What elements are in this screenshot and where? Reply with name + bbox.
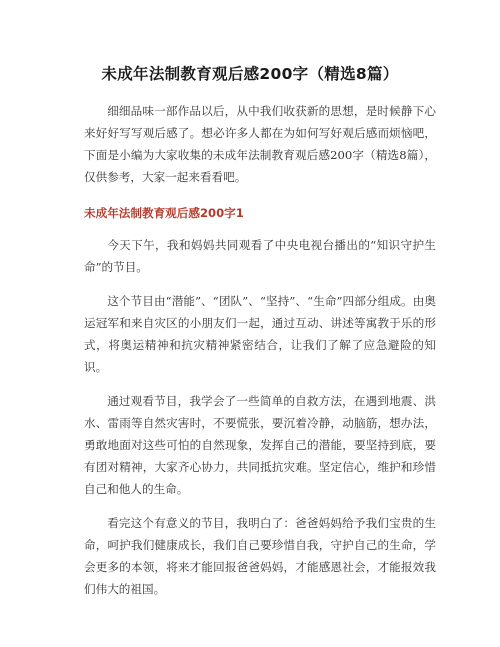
document-title: 未成年法制教育观后感200字（精选8篇） <box>101 65 399 83</box>
body-paragraph-4: 看完这个有意义的节目，我明白了：爸爸妈妈给予我们宝贵的生命，呵护我们健康成长，我们自己要珍惜自我，守护自己的生命，学会更多的本领，将来才能回报爸爸妈妈，才能感恩社会，才能报效我们伟大的祖国。 <box>84 516 436 596</box>
section-heading: 未成年法制教育观后感200字1 <box>84 206 244 220</box>
intro-paragraph: 细细品味一部作品以后，从中我们收获新的思想，是时候静下心来好好写写观后感了。想必许多人都在为如何写好观后感而烦恼吧，下面是小编为大家收集的未成年法制教育观后感200字（精选8篇），仅供参考，大家一起来看看吧。 <box>84 104 436 184</box>
document-body <box>84 100 436 612</box>
body-paragraph-3: 通过观看节目，我学会了一些简单的自救方法，在遇到地震、洪水、雷雨等自然灾害时，不要慌张，要沉着冷静，动脑筋，想办法，勇敢地面对这些可怕的自然现象，发挥自己的潜能，要坚持到底，要有团对精神，大家齐心协力，共同抵抗灾难。坚定信心，维护和珍惜自己和他人的生命。 <box>84 394 436 496</box>
body-paragraph-1: 今天下午，我和妈妈共同观看了中央电视台播出的“知识守护生命”的节目。 <box>84 238 436 274</box>
body-paragraph-2: 这个节目由“潜能”、“团队”、“坚持”、“生命”四部分组成。由奥运冠军和来自灾区的小朋友们一起，通过互动、讲述等寓教于乐的形式，将奥运精神和抗灾精神紧密结合，让我们了解了应急避险的知识。 <box>84 294 436 374</box>
